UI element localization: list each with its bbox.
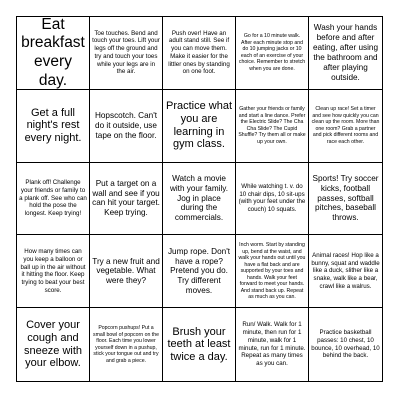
bingo-cell[interactable]: How many times can you keep a balloon or ball up in the air without it hitting the floor. Keep trying to beat your best score. (17, 235, 90, 308)
bingo-cell[interactable]: Clean up race! Set a timer and see how quickly you can clean up the room. More than one room? Grab a partner and pick different rooms and race each other. (309, 90, 382, 163)
bingo-cell[interactable]: Sports! Try soccer kicks, football passes, softball pitches, baseball throws. (309, 163, 382, 236)
bingo-cell[interactable]: Inch worm. Start by standing up, bend at the waist, and walk your hands out until you have a flat back and are supported by your toes and hands. Walk your feet forward to meet your hands. And stand back up. Repeat as much as you can. (236, 235, 309, 308)
bingo-cell[interactable]: Eat breakfast every day. (17, 17, 90, 90)
bingo-cell[interactable]: Get a full night's rest every night. (17, 90, 90, 163)
bingo-cell[interactable]: Practice basketball passes: 10 chest, 10 bounce, 10 overhead, 10 behind the back. (311, 329, 380, 360)
bingo-cell[interactable]: Animal races! Hop like a bunny, squat and waddle like a duck, slither like a snake, walk like a bear, crawl like a walrus. (309, 235, 382, 308)
bingo-cell[interactable]: Watch a movie with your family. Jog in place during the commercials. (163, 163, 236, 236)
bingo-cell[interactable]: Jump rope. Don't have a rope? Pretend you do. Try different moves. (163, 235, 236, 308)
bingo-cell[interactable]: Toe touches. Bend and touch your toes. Lift your legs off the ground and try and touch your toes while your legs are in the air. (90, 17, 163, 90)
bingo-cell[interactable]: Hopscotch. Can't do it outside, use tape on the floor. (90, 90, 163, 163)
bingo-cell[interactable]: While watching t. v. do 10 chair dips, 10 sit-ups (with your feet under the couch) 10 squats. (236, 163, 309, 236)
bingo-cell[interactable]: Run/ Walk. Walk for 1 minute, then run for 1 minute, walk for 1 minute, run for 1 minute. Repeat as many times as you can. (236, 308, 309, 381)
bingo-cell[interactable]: Go for a 10 minute walk. After each minute stop and do 10 jumping jacks or 10 each of an exercise of your choice. Remember to stretch when you are done. (236, 17, 309, 90)
bingo-cell[interactable]: Try a new fruit and vegetable. What were they? (90, 235, 163, 308)
bingo-cell[interactable]: Cover your cough and sneeze with your elbow. (17, 308, 90, 381)
bingo-cell[interactable]: Plank off! Challenge your friends or family to a plank off. See who can hold the pose the longest. Keep trying! (17, 163, 90, 236)
bingo-cell[interactable]: Put a target on a wall and see if you can hit your target. Keep trying. (90, 163, 163, 236)
bingo-cell[interactable]: Push over! Have an adult stand still. See if you can move them. Make it easier for the littler ones by standing on one foot. (163, 17, 236, 90)
bingo-cell[interactable]: Popcorn pushups! Put a small bowl of popcorn on the floor. Each time you lower yourself down in a pushup, stick your tongue out and try and grab a piece. (90, 308, 163, 381)
bingo-board (16, 16, 383, 382)
bingo-cell[interactable]: Gather your friends or family and start a line dance. Prefer the Electric Slide? The Cha Cha Slide? The Cupid Shuffle? Try them all or make up your own. (236, 90, 309, 163)
bingo-cell[interactable]: Wash your hands before and after eating, after using the bathroom and after playing outside. (309, 17, 382, 90)
bingo-cell[interactable]: Practice what you are learning in gym class. (163, 90, 236, 163)
bingo-cell[interactable]: Brush your teeth at least twice a day. (163, 308, 236, 381)
